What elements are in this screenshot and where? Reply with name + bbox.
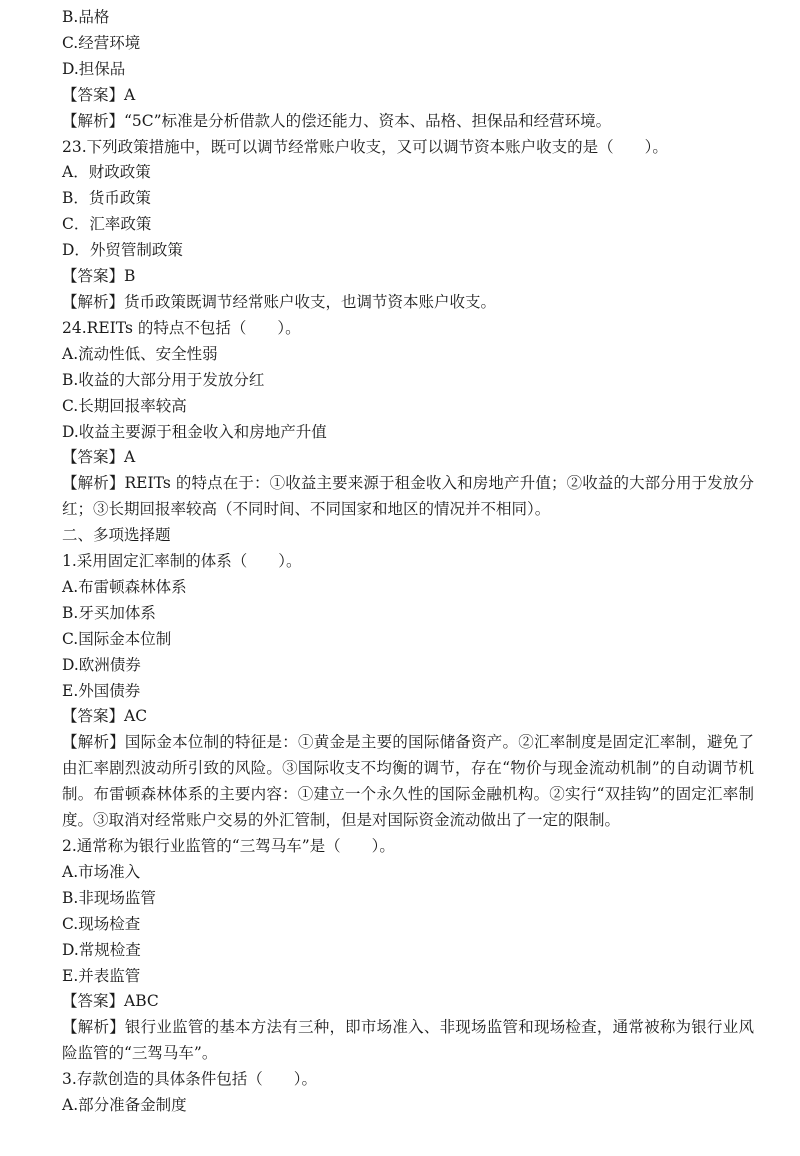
explanation: 【解析】货币政策既调节经常账户收支，也调节资本账户收支。 <box>62 292 497 311</box>
option-a: A.市场准入 <box>62 862 141 881</box>
option-d: D.收益主要源于租金收入和房地产升值 <box>62 422 327 441</box>
answer: 【答案】AC <box>62 707 148 726</box>
option-c: C.经营环境 <box>62 33 141 52</box>
option-c: C.现场检查 <box>62 914 141 933</box>
option-b: B.收益的大部分用于发放分红 <box>62 370 265 389</box>
explanation: 【解析】银行业监管的基本方法有三种，即市场准入、非现场监管和现场检查，通常被称为银行业风险监管的“三驾马车”。 <box>62 1018 754 1063</box>
option-c: C.长期回报率较高 <box>62 396 187 415</box>
explanation: 【解析】“5C”标准是分析借款人的偿还能力、资本、品格、担保品和经营环境。 <box>62 111 612 130</box>
question-23: 23.下列政策措施中，既可以调节经常账户收支，又可以调节资本账户收支的是（ ）。 <box>62 137 668 156</box>
option-b: B.非现场监管 <box>62 888 156 907</box>
option-d: D.担保品 <box>62 59 126 78</box>
exam-document <box>62 5 762 1119</box>
explanation: 【解析】国际金本位制的特征是：①黄金是主要的国际储备资产。②汇率制度是固定汇率制，避免了由汇率剧烈波动所引致的风险。③国际收支不均衡的调节，存在“物价与现金流动机制”的自动调节机制。布雷顿森林体系的主要内容：①建立一个永久性的国际金融机构。②实行“双挂钩”的固定汇率制度。③取消对经常账户交易的外汇管制，但是对国际资金流动做出了一定的限制。 <box>62 733 754 830</box>
option-b: B.牙买加体系 <box>62 603 156 622</box>
question-2: 2.通常称为银行业监管的“三驾马车”是（ ）。 <box>62 837 395 855</box>
option-d: D.常规检查 <box>62 940 141 959</box>
question-24: 24.REITs 的特点不包括（ ）。 <box>62 318 301 337</box>
option-c: C．汇率政策 <box>62 215 152 234</box>
question-1: 1.采用固定汇率制的体系（ ）。 <box>62 552 302 571</box>
answer: 【答案】A <box>62 448 136 467</box>
option-a: A.部分准备金制度 <box>62 1096 187 1115</box>
answer: 【答案】ABC <box>62 992 159 1011</box>
option-b: B．货币政策 <box>62 189 151 208</box>
option-a: A．财政政策 <box>62 163 151 182</box>
option-a: A.布雷顿森林体系 <box>62 577 187 596</box>
section-heading: 二、多项选择题 <box>62 526 171 545</box>
answer: 【答案】B <box>62 267 136 286</box>
option-e: E.外国债券 <box>62 681 141 700</box>
option-b: B.品格 <box>62 8 110 26</box>
option-a: A.流动性低、安全性弱 <box>62 344 218 363</box>
option-d: D．外贸管制政策 <box>62 241 183 260</box>
explanation: 【解析】REITs 的特点在于：①收益主要来源于租金收入和房地产升值；②收益的大部分用于发放分红；③长期回报率较高（不同时间、不同国家和地区的情况并不相同）。 <box>62 474 754 519</box>
question-3: 3.存款创造的具体条件包括（ ）。 <box>62 1070 318 1089</box>
option-e: E.并表监管 <box>62 966 141 985</box>
option-d: D.欧洲债券 <box>62 655 141 674</box>
option-c: C.国际金本位制 <box>62 629 172 648</box>
answer: 【答案】A <box>62 85 136 104</box>
